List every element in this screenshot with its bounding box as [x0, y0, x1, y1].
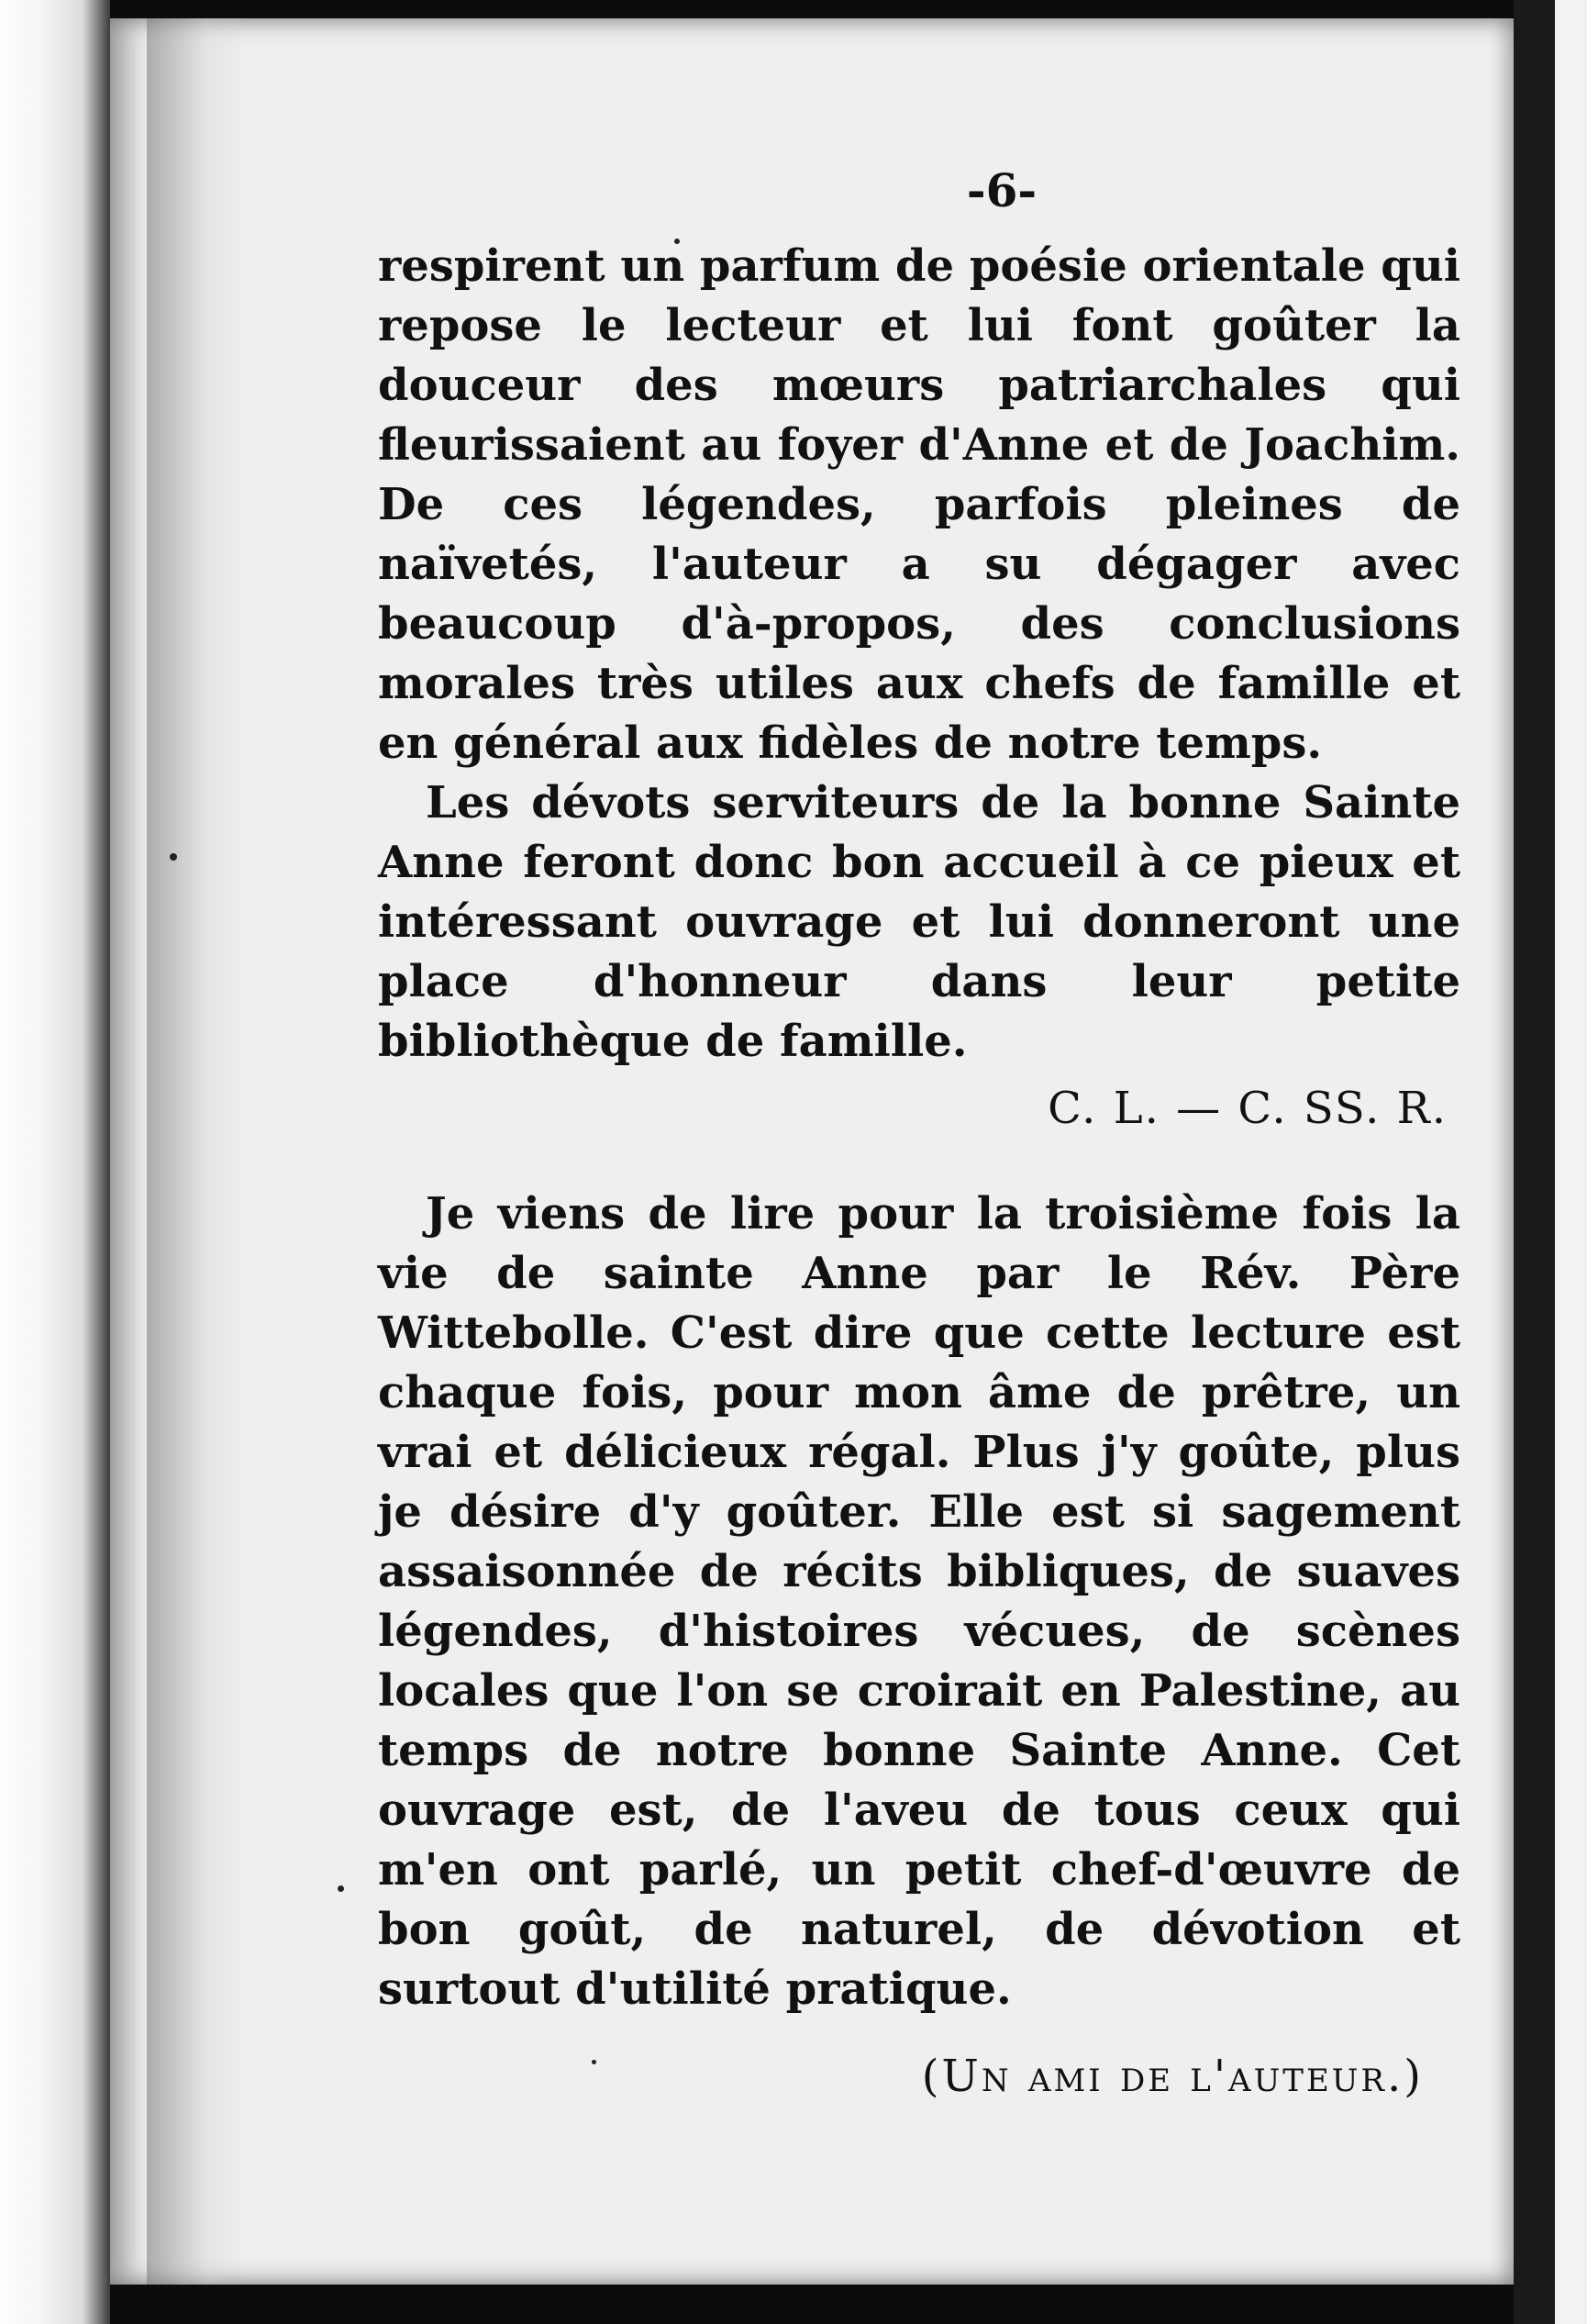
dust-speck — [170, 853, 177, 861]
page-number: -6- — [966, 163, 1038, 217]
page-binding-shadow — [147, 18, 248, 2285]
dust-speck — [338, 1885, 344, 1892]
scan-right-dark-band — [1514, 0, 1555, 2324]
testimonial-attribution: (Un ami de l'auteur.) — [921, 2051, 1424, 2102]
paragraph-devout-servants: Les dévots serviteurs de la bonne Sainte Anne feront donc bon accueil à ce pieux et intéressant ouvrage et lui donneront une place d'honneur dans leur petite bibliothèque de famille. — [378, 777, 1460, 1067]
paragraph-testimonial: Je viens de lire pour la troisième fois la vie de sainte Anne par le Rév. Père Wittebolle. C'est dire que cette lecture est chaque fois, pour mon âme de prêtre, un vrai et délicieux régal. Plus j'y goûte, plus je désire d'y goûter. Elle est si sagement assaisonnée de récits bibliques, de suaves légendes, d'histoires vécues, de scènes locales que l'on se croirait en Palestine, au temps de notre bonne Sainte Anne. Cet ouvrage est, de l'aveu de tous ceux qui m'en ont parlé, un petit chef-d'œuvre de bon goût, de naturel, de dévotion et surtout d'utilité pratique. — [378, 1188, 1460, 2015]
paragraph-poetic-legends: respirent un parfum de poésie orientale qui repose le lecteur et lui font goûter la douceur des mœurs patriarchales qui fleurissaient au foyer d'Anne et de Joachim. De ces légendes, parfois pleines de naïvetés, l'auteur a su dégager avec beaucoup d'à-propos, des conclusions morales très utiles aux chefs de famille et en général aux fidèles de notre temps. — [378, 240, 1460, 769]
page-text — [378, 154, 1460, 2107]
scan-right-margin — [1555, 0, 1587, 2324]
section-spacer — [378, 1139, 1460, 1184]
scan-left-margin — [0, 0, 110, 2324]
signature: C. L. — C. SS. R. — [1048, 1083, 1448, 1134]
